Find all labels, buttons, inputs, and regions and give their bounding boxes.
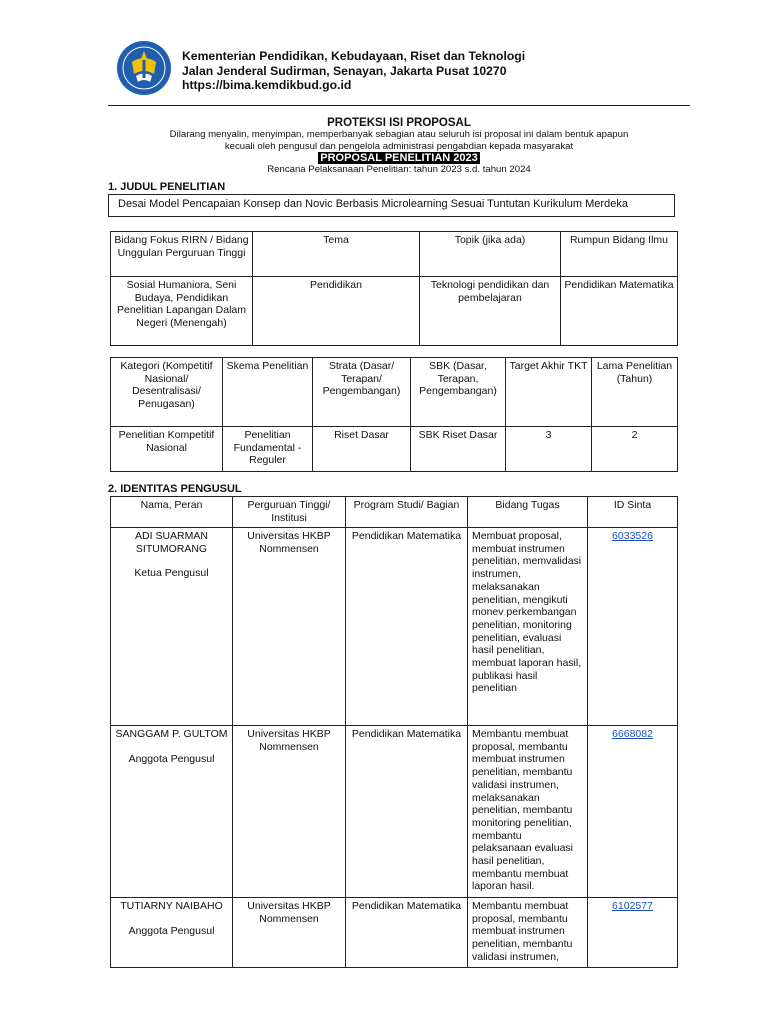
identity-cell-sinta	[588, 726, 678, 898]
member-name: ADI SUARMAN SITUMORANG	[135, 530, 208, 555]
protection-notice	[108, 129, 690, 152]
sinta-link[interactable]: 6668082	[612, 728, 653, 740]
identity-cell-institusi: Universitas HKBP Nommensen	[233, 528, 346, 726]
category-cell-skema: Penelitian Fundamental - Reguler	[223, 427, 313, 472]
identity-table	[110, 496, 678, 968]
table-row	[111, 277, 678, 346]
protection-line-1: Dilarang menyalin, menyimpan, memperbanyak sebagian atau seluruh isi proposal ini dalam bentuk apapun	[169, 129, 629, 140]
table-row	[111, 232, 678, 277]
category-header-tkt: Target Akhir TKT	[506, 358, 592, 427]
identity-cell-program: Pendidikan Matematika	[346, 726, 468, 898]
category-cell-kategori: Penelitian Kompetitif Nasional	[111, 427, 223, 472]
identity-cell-tugas: Membantu membuat proposal, membantu membuat instrumen penelitian, membantu validasi instrumen,	[468, 898, 588, 968]
identity-header-tugas: Bidang Tugas	[468, 497, 588, 528]
table-row	[111, 427, 678, 472]
table-row	[111, 528, 678, 726]
protection-title: PROTEKSI ISI PROPOSAL	[327, 117, 471, 129]
identity-cell-institusi: Universitas HKBP Nommensen	[233, 898, 346, 968]
focus-header-bidang: Bidang Fokus RIRN / Bidang Unggulan Perguruan Tinggi	[111, 232, 253, 277]
member-role: Anggota Pengusul	[128, 752, 215, 765]
focus-header-rumpun: Rumpun Bidang Ilmu	[561, 232, 678, 277]
table-row	[111, 898, 678, 968]
category-header-sbk: SBK (Dasar, Terapan, Pengembangan)	[411, 358, 506, 427]
proposal-title-wrap	[108, 152, 690, 164]
focus-cell-rumpun: Pendidikan Matematika	[561, 277, 678, 346]
member-role: Anggota Pengusul	[128, 924, 215, 937]
category-cell-lama: 2	[592, 427, 678, 472]
table-row	[111, 726, 678, 898]
focus-header-topik: Topik (jika ada)	[420, 232, 561, 277]
identity-cell-tugas: Membuat proposal, membuat instrumen penelitian, memvalidasi instrumen, melaksanakan penelitian, mengikuti monev perkembangan penelitian, monitoring penelitian, evaluasi hasil penelitian, membuat laporan hasil, publikasi hasil penelitian	[468, 528, 588, 726]
category-table	[110, 357, 678, 472]
proposal-title: PROPOSAL PENELITIAN 2023	[320, 152, 478, 164]
identity-cell-nama	[111, 898, 233, 968]
sinta-link[interactable]: 6033526	[612, 530, 653, 542]
category-cell-sbk: SBK Riset Dasar	[411, 427, 506, 472]
category-cell-strata: Riset Dasar	[313, 427, 411, 472]
category-header-kategori: Kategori (Kompetitif Nasional/ Desentralisasi/ Penugasan)	[111, 358, 223, 427]
section-2-heading: 2. IDENTITAS PENGUSUL	[108, 483, 242, 495]
table-row	[111, 497, 678, 528]
kemdikbud-logo-icon	[116, 40, 172, 96]
category-header-strata: Strata (Dasar/ Terapan/ Pengembangan)	[313, 358, 411, 427]
identity-cell-nama	[111, 528, 233, 726]
identity-cell-program: Pendidikan Matematika	[346, 898, 468, 968]
section-1-heading: 1. JUDUL PENELITIAN	[108, 181, 226, 193]
identity-cell-program: Pendidikan Matematika	[346, 528, 468, 726]
identity-cell-nama	[111, 726, 233, 898]
category-header-skema: Skema Penelitian	[223, 358, 313, 427]
identity-header-sinta: ID Sinta	[588, 497, 678, 528]
identity-cell-sinta	[588, 898, 678, 968]
ministry-address: Jalan Jenderal Sudirman, Senayan, Jakarta Pusat 10270	[182, 63, 507, 78]
member-role: Ketua Pengusul	[134, 567, 209, 580]
table-row	[111, 358, 678, 427]
focus-cell-tema: Pendidikan	[253, 277, 420, 346]
category-header-lama: Lama Penelitian (Tahun)	[592, 358, 678, 427]
plan-period: Rencana Pelaksanaan Penelitian: tahun 2023 s.d. tahun 2024	[267, 164, 531, 175]
header-divider	[108, 105, 690, 106]
sinta-link[interactable]: 6102577	[612, 900, 653, 912]
focus-cell-topik: Teknologi pendidikan dan pembelajaran	[420, 277, 561, 346]
protection-line-2: kecuali oleh pengusul dan pengelola administrasi pengabdian kepada masyarakat	[224, 140, 574, 152]
focus-table	[110, 231, 678, 346]
identity-cell-institusi: Universitas HKBP Nommensen	[233, 726, 346, 898]
identity-cell-sinta	[588, 528, 678, 726]
identity-cell-tugas: Membantu membuat proposal, membantu membuat instrumen penelitian, membantu validasi instrumen, melaksanakan penelitian, membantu monitoring penelitian, membantu pelaksanaan evaluasi hasil penelitian, membantu membuat laporan hasil.	[468, 726, 588, 898]
letterhead	[182, 49, 525, 93]
member-name: SANGGAM P. GULTOM	[115, 728, 228, 740]
identity-header-institusi: Perguruan Tinggi/ Institusi	[233, 497, 346, 528]
focus-header-tema: Tema	[253, 232, 420, 277]
identity-header-nama: Nama, Peran	[111, 497, 233, 528]
member-name: TUTIARNY NAIBAHO	[120, 900, 223, 912]
ministry-website: https://bima.kemdikbud.go.id	[182, 78, 352, 92]
identity-header-program: Program Studi/ Bagian	[346, 497, 468, 528]
research-title: Desai Model Pencapaian Konsep dan Novic Berbasis Microlearning Sesuai Tuntutan Kurikulum Merdeka	[108, 194, 675, 217]
category-cell-tkt: 3	[506, 427, 592, 472]
focus-cell-bidang: Sosial Humaniora, Seni Budaya, Pendidikan Penelitian Lapangan Dalam Negeri (Menengah)	[111, 277, 253, 346]
ministry-name: Kementerian Pendidikan, Kebudayaan, Riset dan Teknologi	[182, 49, 526, 63]
